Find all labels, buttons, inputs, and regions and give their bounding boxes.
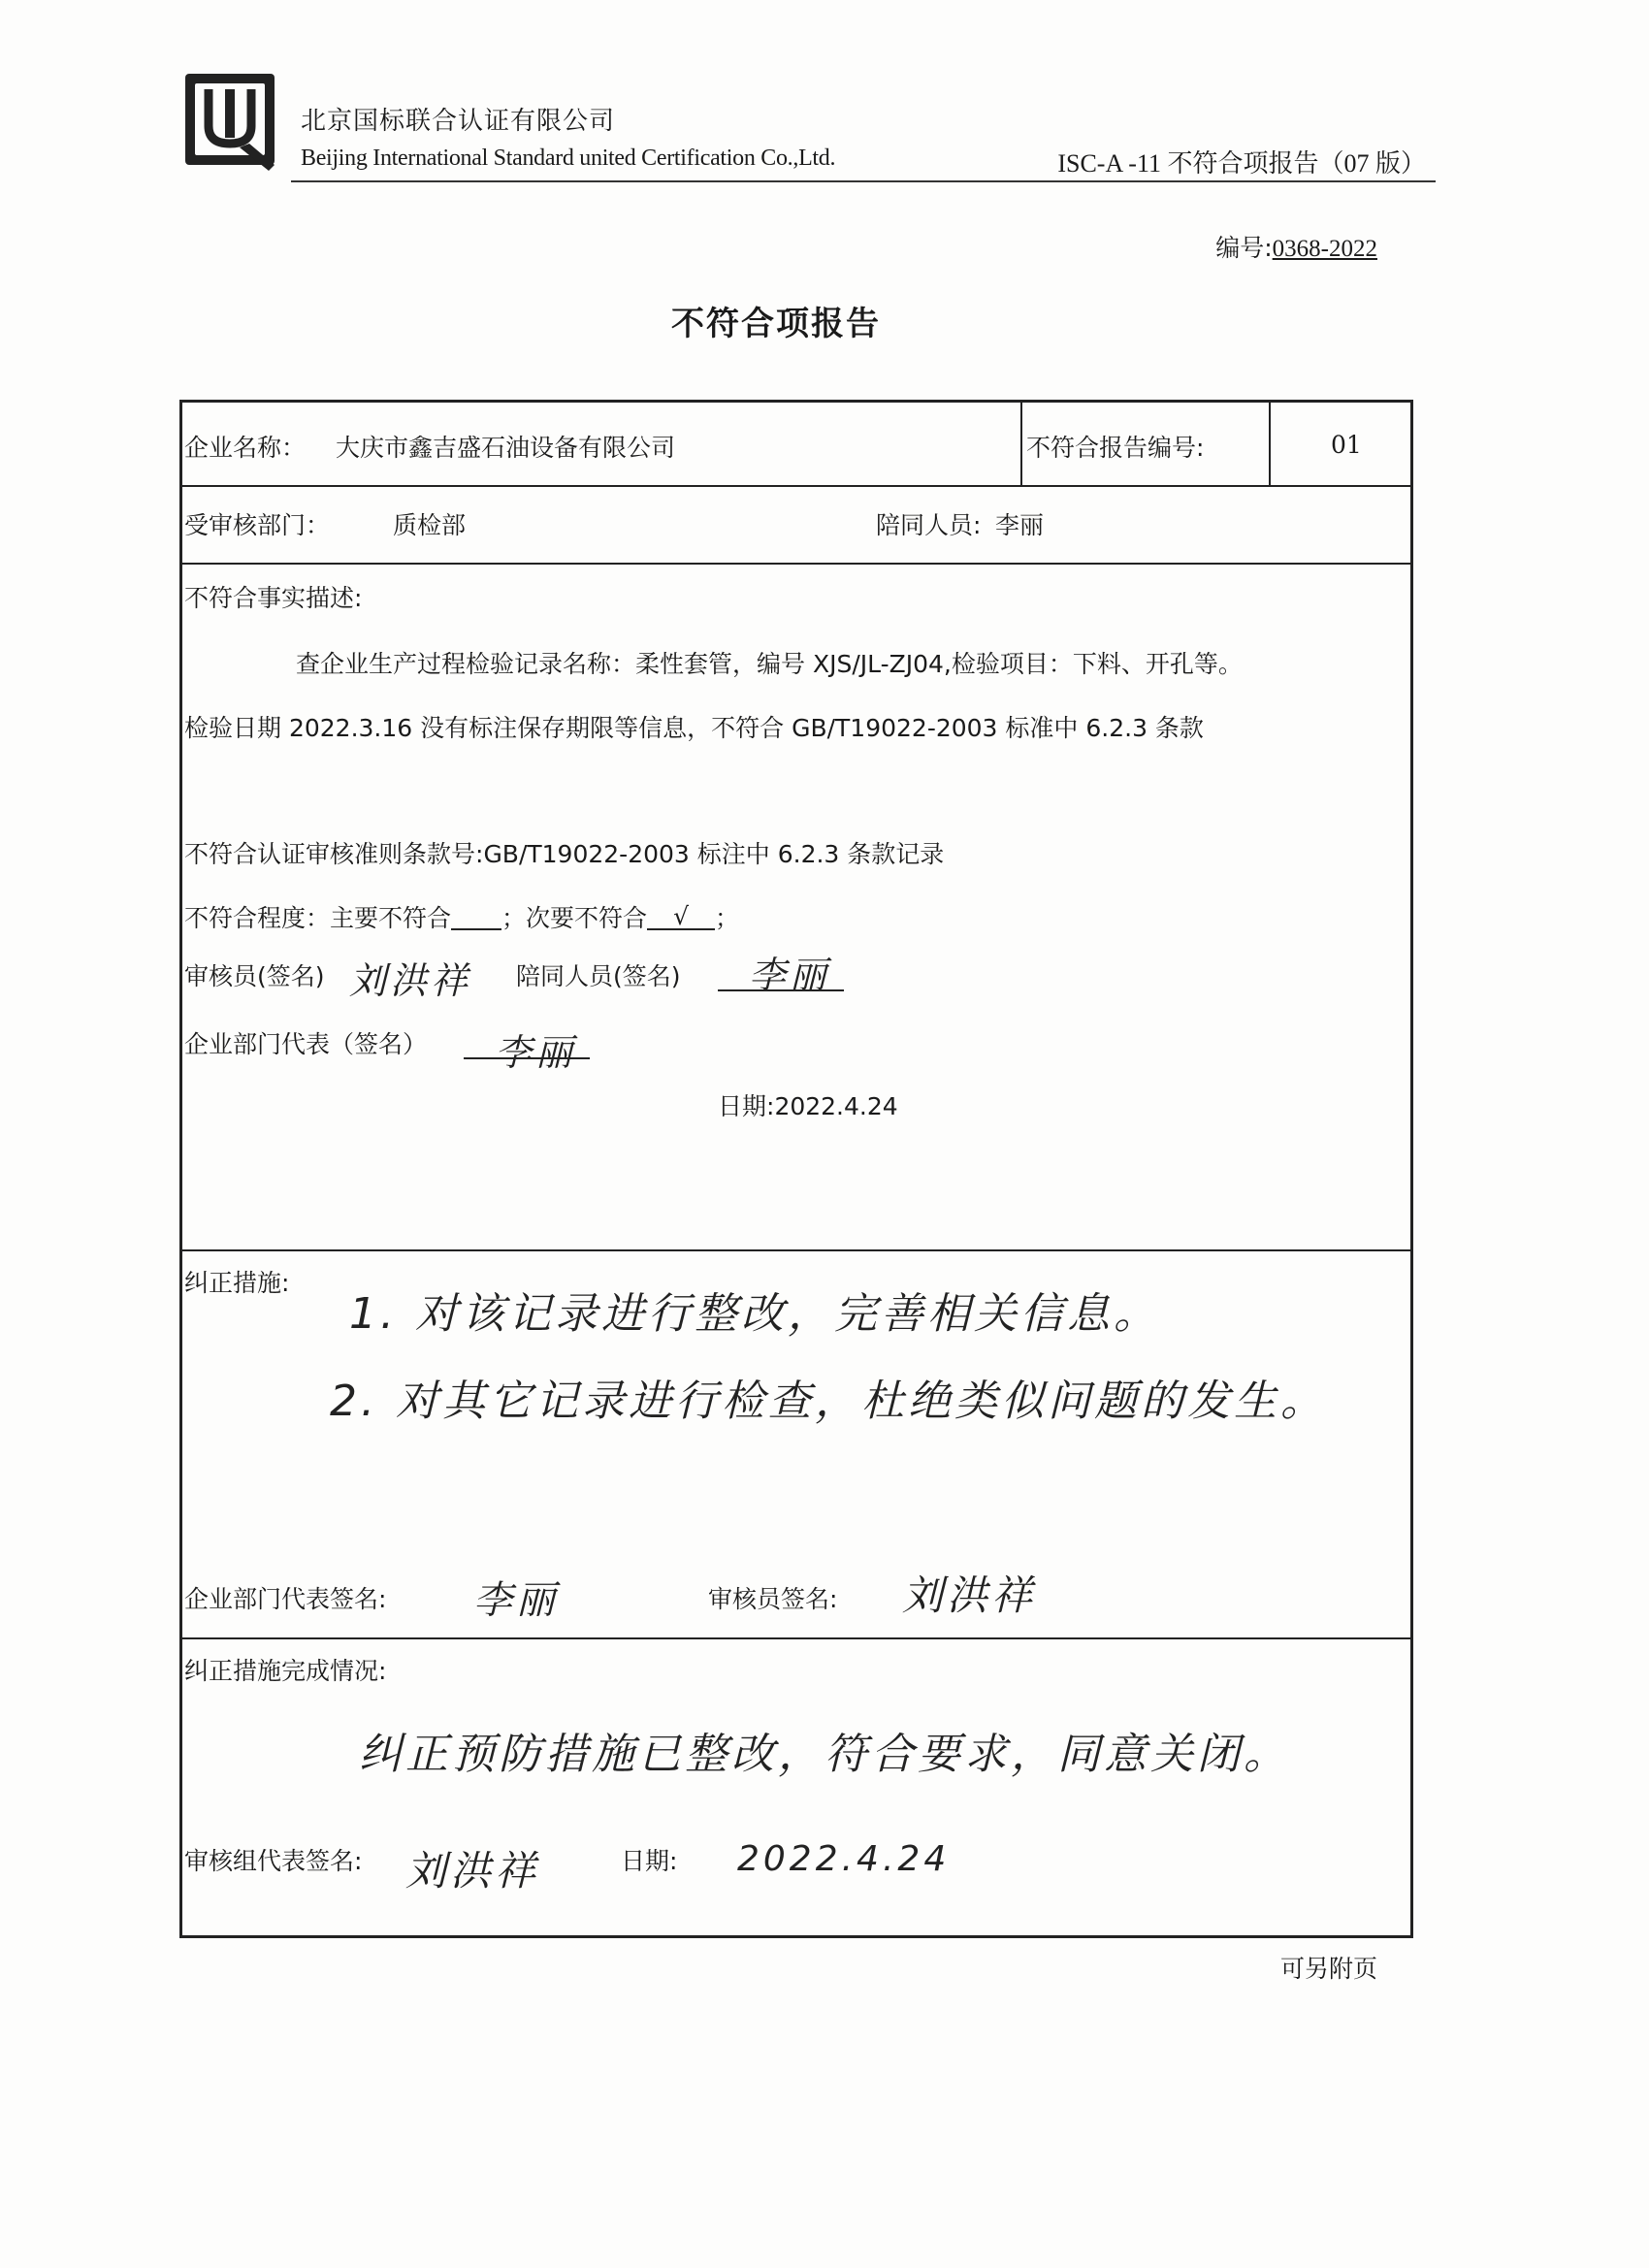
clause-value: GB/T19022-2003 标注中 6.2.3 条款记录 <box>483 840 945 868</box>
row-divider-2 <box>179 563 1413 565</box>
col-divider-1 <box>1020 400 1022 487</box>
footer-note: 可另附页 <box>1279 1955 1377 1983</box>
form-code: ISC-A -11 不符合项报告（07 版） <box>1057 149 1426 178</box>
col-divider-2 <box>1269 400 1271 487</box>
row-divider-4 <box>179 1637 1413 1639</box>
facts-date-value: 2022.4.24 <box>774 1092 898 1120</box>
dept-label: 受审核部门： <box>184 511 331 539</box>
facts-heading: 不符合事实描述: <box>184 584 363 612</box>
degree-major-blank <box>451 928 501 930</box>
header-divider <box>291 180 1436 182</box>
company-logo <box>181 70 278 173</box>
auditor-signature: 刘洪祥 <box>349 959 472 1002</box>
completion-text: 纠正预防措施已整改，符合要求，同意关闭。 <box>359 1730 1290 1779</box>
team-rep-label: 审核组代表签名: <box>184 1847 363 1875</box>
company-name-cn: 北京国标联合认证有限公司 <box>301 107 616 136</box>
row-divider-1 <box>179 485 1413 487</box>
completion-date-value: 2022.4.24 <box>737 1839 951 1879</box>
company-label: 企业名称： <box>184 434 307 462</box>
clause-row <box>184 842 944 866</box>
corrective-auditor-label: 审核员签名: <box>708 1585 838 1613</box>
degree-minor-label: ；次要不符合 <box>501 904 648 932</box>
degree-end: ； <box>715 904 740 932</box>
facts-date <box>718 1094 898 1118</box>
auditor-sign-label: 审核员(签名) <box>184 962 325 990</box>
report-table <box>179 400 1413 1938</box>
completion-heading: 纠正措施完成情况: <box>184 1657 387 1685</box>
serial-value: 0368-2022 <box>1272 236 1377 262</box>
team-rep-signature: 刘洪祥 <box>405 1847 540 1895</box>
document-title: 不符合项报告 <box>671 305 881 343</box>
degree-row <box>184 904 739 930</box>
facts-line-1: 查企业生产过程检验记录名称：柔性套管，编号 XJS/JL-ZJ04,检验项目：下料、开孔等。 <box>296 650 1243 678</box>
corrective-item-1: 1. 对该记录进行整改，完善相关信息。 <box>349 1289 1160 1339</box>
degree-minor-mark: √ <box>647 904 715 930</box>
dept-rep-sign-label: 企业部门代表（签名） <box>184 1030 428 1058</box>
corrective-item-2: 2. 对其它记录进行检查，杜绝类似问题的发生。 <box>330 1377 1327 1426</box>
facts-line-2: 检验日期 2022.3.16 没有标注保存期限等信息，不符合 GB/T19022-2003 标准中 6.2.3 条款 <box>184 714 1204 742</box>
corrective-dept-rep-signature: 李丽 <box>473 1578 559 1623</box>
serial-number <box>1215 229 1377 264</box>
dept-value: 质检部 <box>393 511 467 539</box>
row-divider-3 <box>179 1249 1413 1251</box>
corrective-dept-rep-label: 企业部门代表签名: <box>184 1585 387 1613</box>
company-name-en: Beijing International Standard united Certification Co.,Ltd. <box>301 146 836 171</box>
accompany-value: 李丽 <box>995 511 1045 539</box>
serial-label: 编号: <box>1215 234 1273 262</box>
corrective-heading: 纠正措施: <box>184 1269 290 1297</box>
company-value: 大庆市鑫吉盛石油设备有限公司 <box>336 434 676 462</box>
accompany-signature: 李丽 <box>749 954 831 996</box>
accompany-label: 陪同人员: <box>876 511 982 539</box>
report-no-label: 不符合报告编号: <box>1026 434 1205 462</box>
completion-date-label: 日期: <box>621 1847 678 1875</box>
dept-rep-signature: 李丽 <box>495 1031 577 1074</box>
report-no-value: 01 <box>1331 431 1362 459</box>
accompany-sign-label: 陪同人员(签名) <box>516 962 681 990</box>
corrective-auditor-signature: 刘洪祥 <box>902 1571 1037 1619</box>
facts-date-label: 日期: <box>718 1092 775 1120</box>
clause-label: 不符合认证审核准则条款号: <box>184 840 484 868</box>
degree-major-label: 不符合程度：主要不符合 <box>184 904 452 932</box>
